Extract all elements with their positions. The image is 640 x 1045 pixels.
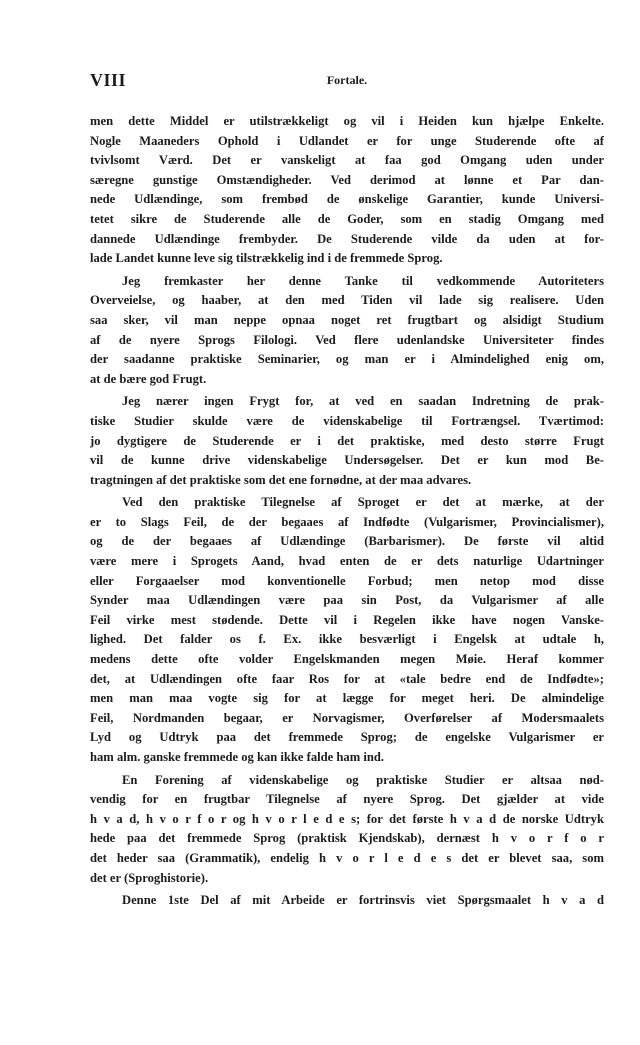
text-line: tiske Studier skulde være de videnskabelige til Fortrængsel. Tværtimod: — [90, 413, 604, 428]
text-line: det er (Sproghistorie). — [90, 870, 209, 885]
text-line: ham alm. ganske fremmede og kan ikke falde ham ind. — [90, 750, 384, 764]
text-line: lighed. Det falder os f. Ex. ikke besværligt i Engelsk at udtale h, — [90, 632, 604, 647]
text-line: og de der begaaes af Udlændinge (Barbarismer). De første vil altid — [90, 534, 604, 549]
text-line: tvivlsomt Værd. Det er vanskeligt at faa god Omgang uden under — [90, 153, 604, 168]
text-line: det, at Udlændingen ofte faar Ros for at «tale bedre end de Indfødte»; — [90, 671, 604, 686]
text-line: det heder saa (Grammatik), endelig h v o r l e d e s det er blevet saa, som — [90, 850, 604, 865]
text-line: h v a d, h v o r f o r og h v o r l e d e s; for det første h v a d de norske Udtryk — [90, 811, 604, 826]
text-line: Synder maa Udlændingen være paa sin Post, da Vulgarismer af alle — [90, 593, 604, 608]
text-line: jo dygtigere de Studerende er i det praktiske, med desto større Frugt — [90, 433, 604, 448]
text-line: Jeg nærer ingen Frygt for, at ved en saadan Indretning de prak- — [122, 394, 604, 409]
text-line: særegne gunstige Omstændigheder. Ved derimod at lønne et Par dan- — [90, 172, 604, 187]
body-text — [90, 112, 604, 911]
text-line: men dette Middel er utilstrækkeligt og vil i Heiden kun hjælpe Enkelte. — [90, 114, 604, 128]
text-line: er to Slags Feil, de der begaaes af Indfødte (Vulgarismer, Provincialismer), — [90, 514, 604, 529]
text-line: En Forening af videnskabelige og praktiske Studier er altsaa nød- — [122, 772, 604, 787]
text-line: Jeg fremkaster her denne Tanke til vedkommende Autoriteters — [122, 273, 604, 288]
text-line: hede paa det fremmede Sprog (praktisk Kjendskab), dernæst h v o r f o r — [90, 831, 604, 846]
text-line: Denne 1ste Del af mit Arbeide er fortrinsvis viet Spørgsmaalet h v a d — [122, 893, 604, 908]
text-line: Ved den praktiske Tilegnelse af Sproget er det at mærke, at der — [122, 495, 604, 510]
text-line: Feil, Nordmanden begaar, er Norvagismer, Overførelser af Modersmaalets — [90, 710, 604, 725]
text-line: lade Landet kunne leve sig tilstrækkelig ind i de fremmede Sprog. — [90, 251, 443, 266]
text-line: vendig for en frugtbar Tilegnelse af nyere Sprog. Det gjælder at vide — [90, 792, 604, 807]
page-number: VIII — [90, 70, 127, 90]
text-line: tetet sikre de Studerende alle de Goder, som en stadig Omgang med — [90, 211, 604, 226]
text-line: at de bære god Frugt. — [90, 371, 207, 386]
text-line: Nogle Maaneders Ophold i Udlandet er for unge Studerende ofte af — [90, 133, 604, 148]
text-line: Feil virke mest stødende. Dette vil i Regelen ikke have nogen Vanske- — [90, 612, 604, 627]
running-title: Fortale. — [326, 73, 368, 87]
text-line: der saadanne praktiske Seminarier, og man er i Almindelighed enig om, — [90, 352, 604, 367]
text-line: være mere i Sprogets Aand, hvad enten de er dets naturlige Udartninger — [90, 554, 604, 569]
text-line: medens dette ofte volder Engelskmanden megen Møie. Heraf kommer — [90, 652, 604, 667]
text-line: nede Udlændinge, som frembød de ønskelige Garantier, kunde Universi- — [90, 192, 604, 207]
text-line: vil de kunne drive videnskabelige Undersøgelser. Det er kun mod Be- — [90, 453, 604, 468]
text-line: men man maa vogte sig for at lægge for meget heri. De almindelige — [90, 691, 604, 706]
text-line: saa sker, vil man neppe opnaa noget ret frugtbart og alsidigt Studium — [90, 312, 604, 327]
text-line: tragtningen af det praktiske som det ene fornødne, at der maa advares. — [90, 472, 472, 487]
text-line: Overveielse, og haaber, at den med Tiden vil lade sig realisere. Uden — [90, 293, 604, 308]
text-line: af de nyere Sprogs Filologi. Ved flere udenlandske Universiteter findes — [90, 332, 604, 347]
text-line: dannede Udlændinge frembyder. De Studerende vilde da uden at for- — [90, 231, 604, 246]
text-line: eller Forgaaelser mod konventionelle Forbud; men netop mod disse — [90, 573, 604, 588]
text-line: Lyd og Udtryk paa det fremmede Sprog; de engelske Vulgarismer er — [90, 730, 604, 745]
page-header — [90, 70, 604, 98]
